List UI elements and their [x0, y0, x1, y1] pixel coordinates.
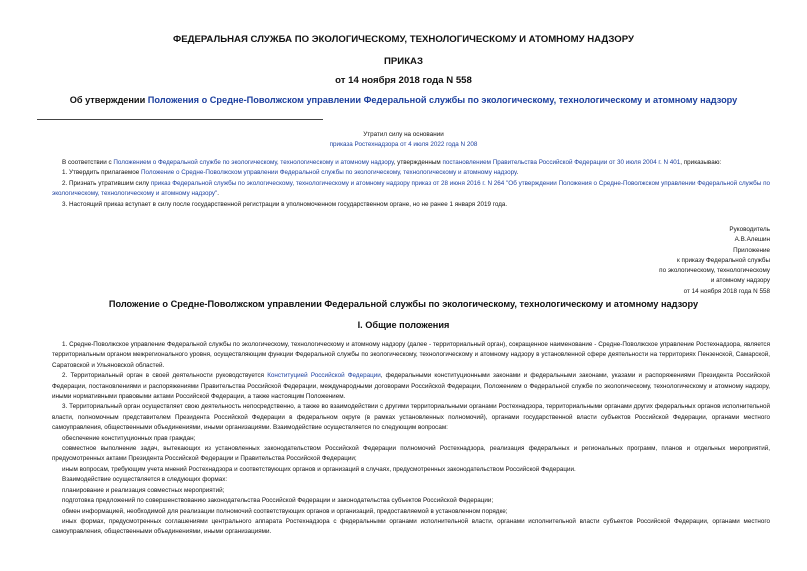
preamble	[52, 158, 770, 210]
appendix-line: и атомному надзору	[710, 277, 770, 285]
order-title	[0, 95, 807, 105]
appendix-line: Приложение	[733, 246, 770, 254]
order-date: от 14 ноября 2018 года N 558	[335, 75, 472, 86]
appendix-line: от 14 ноября 2018 года N 558	[683, 287, 770, 295]
item-1	[52, 168, 770, 178]
paragraph-5: совместное выполнение задач, вытекающих из установленных законодательством Российской Федерации полномочий Ростехнадзора, реализация федеральных и региональных программ, планов и отдельных мероприятий, предусмотренных актами Президента Российской Федерации и Правительства Российской Федерации;	[52, 445, 770, 463]
item-2	[52, 179, 770, 200]
text: , федеральными конституционными законами и федеральными законами, указами и распоряжениями Президента Российской Федерации, постановлениями и распоряжениями Правительства Российской Федерации, международными договорами Российской Федерации, Положением о Федеральной службе по экологическому, технологическому и атомному надзору, иными нормативными правовыми актами Российской Федерации, а также настоящим Положением.	[52, 372, 770, 401]
paragraph-6: иным вопросам, требующим учета мнений Ростехнадзора и соответствующих органов и организаций в случаях, предусмотренных законодательством Российской Федерации.	[62, 465, 576, 473]
constitution-link[interactable]: Конституцией Российской Федерации	[267, 372, 381, 380]
text: .	[516, 169, 519, 177]
appendix-line: по экологическому, технологическому	[659, 267, 770, 275]
paragraph-10: обмен информацией, необходимой для реализации полномочий соответствующих органов и организаций, предоставляемой в установленном порядке;	[62, 507, 508, 515]
repealed-order-link[interactable]: приказ Федеральной службы по экологическому, технологическому и атомному надзору приказ от 28 июня 2016 г. N 264 "Об утверждении Положения о Средне-Поволжском управлении Федеральной службы по экологическому, технологическому и атомному надзору"	[52, 179, 770, 198]
signature-role: Руководитель	[729, 226, 770, 233]
paragraph-2	[52, 371, 770, 402]
paragraph-4: обеспечение конституционных прав граждан;	[62, 434, 196, 442]
doc-type-heading: ПРИКАЗ	[384, 56, 423, 67]
regulation-link[interactable]: Положением о Федеральной службе по экологическому, технологическому и атомному надзору	[113, 159, 394, 166]
signature-block	[659, 225, 770, 297]
text: , утвержденным	[393, 159, 443, 166]
decree-link[interactable]: постановлением Правительства Российской Федерации от 30 июля 2004 г. N 401	[442, 159, 681, 166]
agency-heading: ФЕДЕРАЛЬНАЯ СЛУЖБА ПО ЭКОЛОГИЧЕСКОМУ, ТЕХНОЛОГИЧЕСКОМУ И АТОМНОМУ НАДЗОРУ	[173, 34, 634, 45]
paragraph-1: 1. Средне-Поволжское управление Федеральной службы по экологическому, технологическому и атомному надзору (далее - территориальный орган), сокращенное наименование - Средне-Поволжское управление Ростехнадзора, является территориальным органом межрегионального уровня, осуществляющим функции Федеральной службы по экологическому, технологическому и атомному надзору в установленной сфере деятельности на территориях Пензенской, Самарской, Саратовской и Ульяновской областей.	[52, 341, 770, 369]
text: 2. Признать утратившим силу	[62, 179, 151, 187]
repeal-note	[0, 130, 807, 151]
regulation-body	[52, 340, 770, 538]
preamble-paragraph	[52, 158, 770, 168]
order-title-prefix: Об утверждении	[69, 95, 148, 105]
text: , приказываю:	[680, 159, 722, 166]
approved-regulation-link[interactable]: Положение о Средне-Поволжском управлении Федеральной службы по экологическому, технологическому и атомному надзору	[140, 169, 517, 177]
appendix-line: к приказу Федеральной службы	[677, 256, 770, 264]
text: .	[217, 190, 220, 198]
text: 2. Территориальный орган в своей деятельности руководствуется	[62, 372, 268, 380]
paragraph-3: 3. Территориальный орган осуществляет свою деятельность непосредственно, а также во взаимодействии с другими территориальными органами Ростехнадзора, территориальными органами других федеральных органов исполнительной власти, полномочным представителем Президента Российской Федерации в федеральном округе (в рамках установленных полномочий), органами государственной власти субъектов Российской Федерации, органами местного самоуправления, общественными объединениями, иными организациями. Взаимодействие осуществляется по следующим вопросам:	[52, 403, 770, 432]
regulation-title: Положение о Средне-Поволжском управлении Федеральной службы по экологическому, технологическому и атомному надзору	[108, 299, 699, 309]
text: 1. Утвердить прилагаемое	[62, 169, 141, 177]
signature-name: А.В.Алешин	[734, 236, 770, 244]
paragraph-8: планирование и реализация совместных мероприятий;	[62, 486, 225, 494]
repeal-note-line: Утратил силу на основании	[363, 131, 444, 138]
paragraph-11: иных формах, предусмотренных соглашениями центрального аппарата Ростехнадзора с федеральными органами исполнительной власти, органами исполнительной власти субъектов Российской Федерации, органами местного самоуправления, общественными объединениями, иными организациями.	[52, 517, 770, 536]
paragraph-9: подготовка предложений по совершенствованию законодательства Российской Федерации и законодательства субъектов Российской Федерации;	[62, 497, 494, 505]
text: В соответствии с	[62, 159, 114, 166]
order-title-link[interactable]: Положения о Средне-Поволжском управлении Федеральной службы по экологическому, технологическому и атомному надзору	[147, 95, 738, 105]
divider	[37, 119, 323, 120]
paragraph-7: Взаимодействие осуществляется в следующих формах:	[62, 476, 228, 484]
repeal-note-link[interactable]: приказа Ростехнадзора от 4 июля 2022 года N 208	[329, 141, 478, 149]
section-heading: I. Общие положения	[357, 320, 450, 330]
item-3: 3. Настоящий приказ вступает в силу после государственной регистрации в уполномоченном государственном органе, но не ранее 1 января 2019 года.	[62, 200, 508, 208]
